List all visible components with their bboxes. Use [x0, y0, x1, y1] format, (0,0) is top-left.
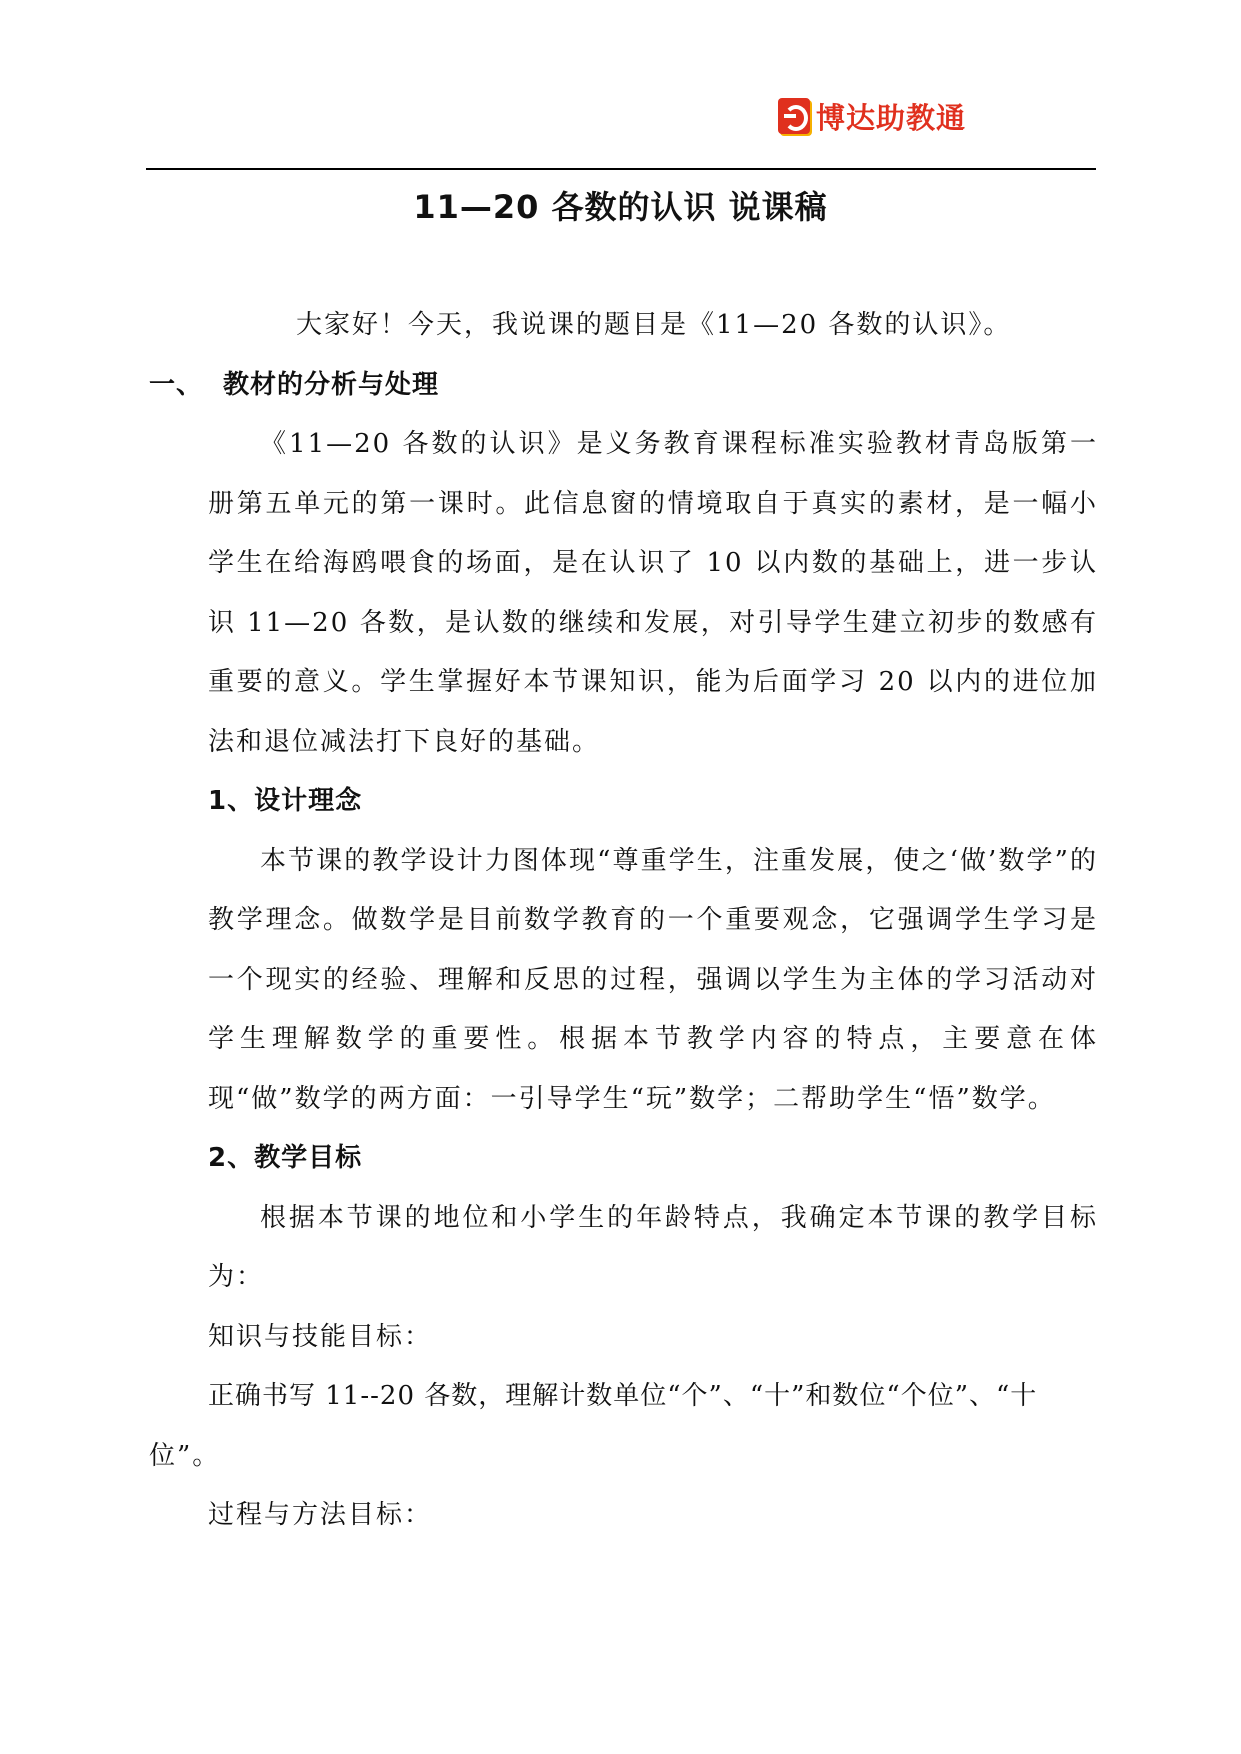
knowledge-goal-line-2: 位”。 — [149, 1440, 221, 1471]
intro-paragraph: 大家好！今天，我说课的题目是《11—20 各数的认识》。 — [296, 310, 1012, 340]
section-heading-1-text: 教材的分析与处理 — [223, 369, 440, 400]
section-heading-1 — [149, 356, 1098, 416]
sub1-paragraph: 本节课的教学设计力图体现“尊重学生，注重发展，使之‘做’数学”的教学理念。做数学是目前数学教育的一个重要观念，它强调学生学习是一个现实的经验、理解和反思的过程，强调以学生为主体的学习活动对学生理解数学的重要性。根据本节教学内容的特点，主要意在体现“做”数学的两方面：一引导学生“玩”数学；二帮助学生“悟”数学。 — [208, 845, 1098, 1114]
knowledge-goal-line-1: 正确书写 11--20 各数，理解计数单位“个”、“十”和数位“个位”、“十 — [208, 1381, 1038, 1411]
brand-name: 博达助教通 — [816, 100, 967, 135]
boda-logo-icon — [778, 98, 810, 134]
section1-paragraph: 《11—20 各数的认识》是义务教育课程标准实验教材青岛版第一册第五单元的第一课时。此信息窗的情境取自于真实的素材，是一幅小学生在给海鸥喂食的场面，是在认识了 10 以内数的基础上，进一步认识 11—20 各数，是认数的继续和发展，对引导学生建立初步的数感有重要的意义。学生掌握好本节课知识，能为后面学习 20 以内的进位加法和退位减法打下良好的基础。 — [208, 429, 1098, 757]
subsection-heading-2: 2、教学目标 — [208, 1143, 363, 1173]
page-title: 11—20 各数的认识 说课稿 — [413, 188, 828, 226]
sub2-paragraph: 根据本节课的地位和小学生的年龄特点，我确定本节课的教学目标为： — [208, 1202, 1098, 1292]
document-body — [149, 296, 1098, 1546]
section-number-1: 一、 — [149, 369, 204, 400]
knowledge-goal-label: 知识与技能目标： — [208, 1321, 433, 1352]
subsection-heading-1: 1、设计理念 — [208, 786, 363, 816]
header-divider — [146, 168, 1096, 170]
brand-header — [778, 90, 966, 142]
process-goal-label: 过程与方法目标： — [208, 1500, 433, 1530]
